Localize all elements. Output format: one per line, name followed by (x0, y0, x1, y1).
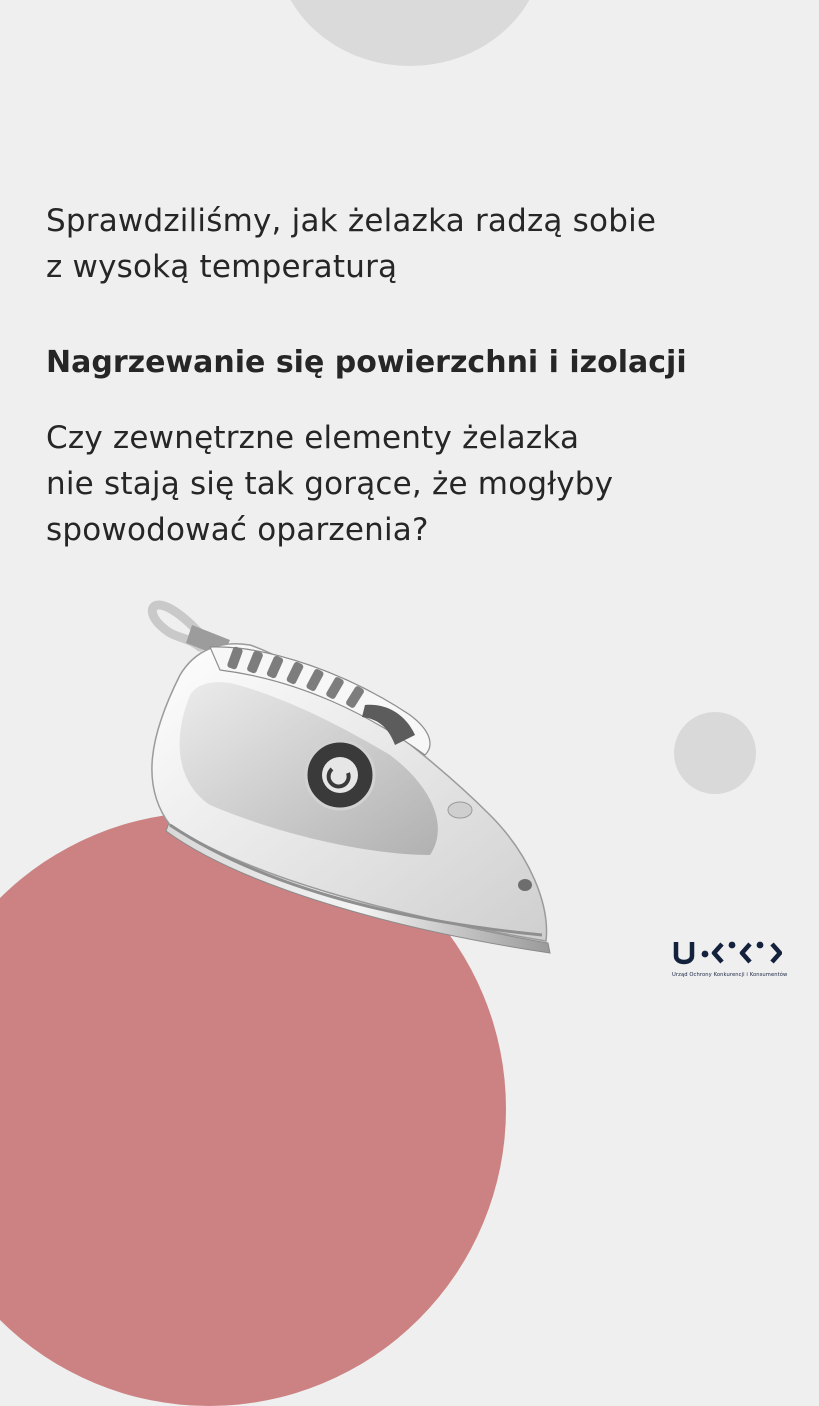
decorative-circle-small (674, 712, 756, 794)
uokik-logo-mark (672, 936, 782, 970)
intro-line-2: z wysoką temperaturą (46, 249, 398, 285)
question-line-2: nie stają się tak gorące, że mogłyby (46, 466, 614, 502)
uokik-logo (672, 936, 792, 984)
decorative-circle-top (276, 0, 544, 66)
intro-line-1: Sprawdziliśmy, jak żelazka radzą sobie (46, 203, 657, 239)
headline: Nagrzewanie się powierzchni i izolacji (46, 345, 687, 380)
steam-iron-image (130, 585, 570, 965)
question-line-1: Czy zewnętrzne elementy żelazka (46, 420, 580, 456)
question-line-3: spowodować oparzenia? (46, 512, 429, 548)
steam-iron-icon (130, 585, 570, 965)
logo-caption: Urząd Ochrony Konkurencji i Konsumentów (672, 972, 788, 978)
question-text (46, 415, 736, 553)
intro-text (46, 198, 786, 290)
